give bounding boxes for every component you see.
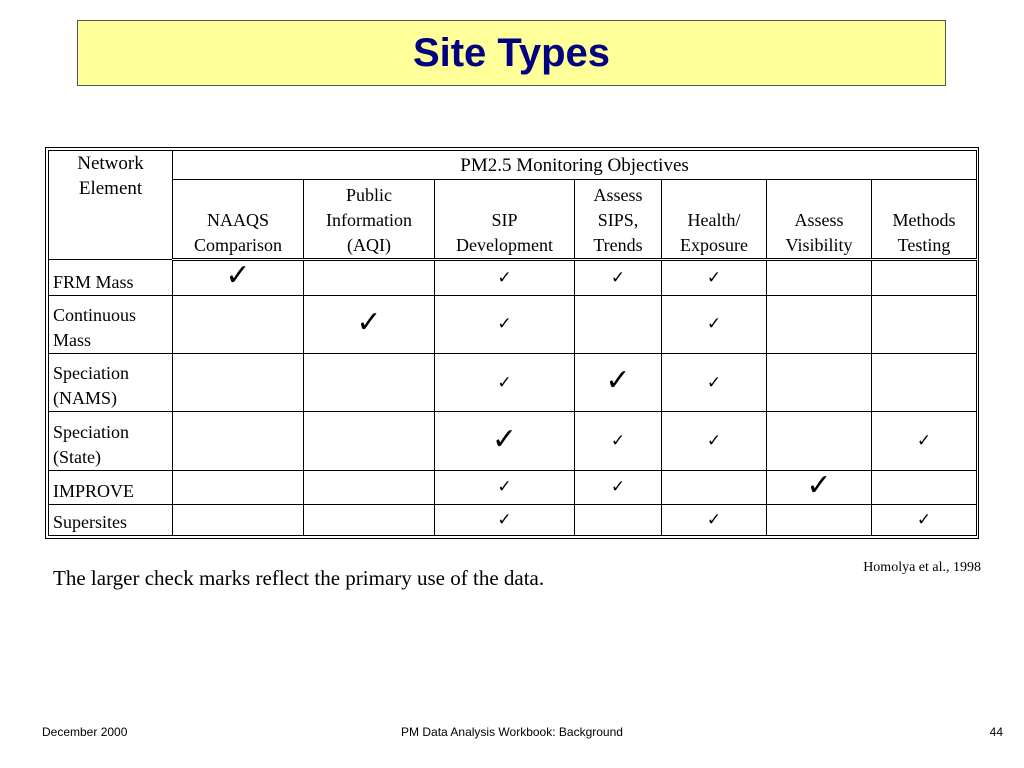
check-cell [767, 260, 872, 296]
column-header-line: Trends [593, 235, 643, 255]
table-row [49, 412, 977, 470]
column-header [872, 180, 977, 260]
check-cell [304, 470, 435, 504]
row-label [49, 295, 173, 353]
footer-date: December 2000 [42, 725, 128, 739]
table-row [49, 353, 977, 411]
small-check-icon: ✓ [497, 510, 512, 531]
check-cell [435, 505, 575, 536]
check-cell [435, 470, 575, 504]
large-check-icon: ✓ [491, 421, 518, 457]
table-header-row-2 [49, 180, 977, 260]
check-cell [173, 260, 304, 296]
check-cell [435, 412, 575, 470]
check-cell [304, 412, 435, 470]
small-check-icon: ✓ [610, 267, 626, 288]
column-header-line: SIPS, [597, 210, 639, 230]
row-label [49, 353, 173, 411]
check-cell [872, 470, 977, 504]
site-types-table-frame [45, 147, 979, 539]
footer-page-number: 44 [989, 725, 1003, 739]
check-cell [872, 505, 977, 536]
row-label-line: Continuous [53, 304, 137, 325]
small-check-icon: ✓ [497, 372, 512, 393]
table-header-row-1 [49, 151, 977, 180]
check-cell [575, 412, 662, 470]
column-header-line: Assess [593, 185, 643, 205]
column-header-line: Exposure [680, 235, 748, 255]
check-cell [767, 505, 872, 536]
check-cell [304, 260, 435, 296]
column-header-line: Development [456, 235, 553, 255]
check-cell [173, 505, 304, 536]
network-element-header-line2: Element [78, 178, 143, 199]
column-header [435, 180, 575, 260]
check-cell [575, 295, 662, 353]
check-cell [575, 470, 662, 504]
check-cell [304, 295, 435, 353]
column-header-line: SIP [491, 210, 518, 230]
row-label-line: FRM Mass [53, 271, 134, 292]
column-header-line: NAAQS [206, 210, 269, 230]
network-element-header-line1: Network [77, 153, 144, 174]
check-cell [767, 412, 872, 470]
check-cell [173, 412, 304, 470]
small-check-icon: ✓ [706, 314, 722, 335]
small-check-icon: ✓ [497, 267, 512, 288]
row-label-line: Speciation [53, 421, 129, 442]
column-header [304, 180, 435, 260]
column-header [662, 180, 767, 260]
objectives-group-header: PM2.5 Monitoring Objectives [173, 151, 977, 180]
table-row [49, 505, 977, 536]
row-label-line: Mass [53, 329, 92, 350]
small-check-icon: ✓ [610, 431, 626, 452]
check-cell [767, 353, 872, 411]
large-check-icon: ✓ [225, 258, 251, 294]
row-label-line: IMPROVE [53, 481, 135, 502]
large-check-icon: ✓ [605, 363, 631, 399]
column-header-line: Information [326, 210, 412, 230]
column-header [173, 180, 304, 260]
check-cell [662, 470, 767, 504]
check-cell [872, 260, 977, 296]
small-check-icon: ✓ [497, 477, 512, 498]
column-header-line: Health/ [687, 210, 741, 230]
check-cell [872, 295, 977, 353]
column-header-line: (AQI) [347, 235, 391, 255]
title-banner [77, 20, 946, 86]
small-check-icon: ✓ [916, 510, 932, 531]
check-cell [662, 260, 767, 296]
row-label-line: (NAMS) [53, 388, 118, 409]
column-header [575, 180, 662, 260]
large-check-icon: ✓ [356, 304, 382, 340]
column-header-line: Comparison [194, 235, 282, 255]
check-cell [662, 412, 767, 470]
small-check-icon: ✓ [706, 372, 722, 393]
slide-title: Site Types [412, 30, 611, 75]
check-cell [435, 353, 575, 411]
check-cell [173, 353, 304, 411]
check-cell [575, 505, 662, 536]
check-cell [575, 353, 662, 411]
check-cell [304, 353, 435, 411]
check-cell [304, 505, 435, 536]
check-cell [435, 260, 575, 296]
check-cell [173, 295, 304, 353]
footer-title: PM Data Analysis Workbook: Background [401, 725, 623, 739]
small-check-icon: ✓ [706, 431, 722, 452]
column-header-line: Assess [794, 210, 844, 230]
column-header-line: Methods [892, 210, 956, 230]
check-cell [435, 295, 575, 353]
check-cell [872, 353, 977, 411]
column-header-line: Public [345, 185, 392, 205]
large-check-icon: ✓ [806, 467, 832, 503]
check-cell [662, 353, 767, 411]
row-label-line: (State) [53, 446, 101, 467]
row-label [49, 412, 173, 470]
row-label-line: Supersites [53, 512, 127, 532]
column-header [767, 180, 872, 260]
check-cell [173, 470, 304, 504]
check-cell [575, 260, 662, 296]
check-cell [662, 295, 767, 353]
check-cell [662, 505, 767, 536]
check-cell [872, 412, 977, 470]
citation-text: Homolya et al., 1998 [863, 560, 981, 575]
row-label-line: Speciation [53, 363, 129, 384]
small-check-icon: ✓ [706, 510, 722, 531]
table-row [49, 470, 977, 504]
small-check-icon: ✓ [497, 314, 512, 335]
table-row [49, 260, 977, 296]
small-check-icon: ✓ [706, 267, 722, 288]
row-label [49, 470, 173, 504]
row-label [49, 505, 173, 536]
site-types-table [48, 150, 977, 536]
check-cell [767, 467, 872, 504]
network-element-header [49, 151, 173, 260]
column-header-line: Visibility [785, 235, 853, 255]
small-check-icon: ✓ [916, 431, 932, 452]
check-cell [767, 295, 872, 353]
footnote-text: The larger check marks reflect the primary use of the data. [53, 566, 545, 590]
table-body [49, 260, 977, 536]
table-row [49, 295, 977, 353]
small-check-icon: ✓ [610, 477, 626, 498]
column-header-line: Testing [897, 235, 951, 255]
row-label [49, 260, 173, 296]
